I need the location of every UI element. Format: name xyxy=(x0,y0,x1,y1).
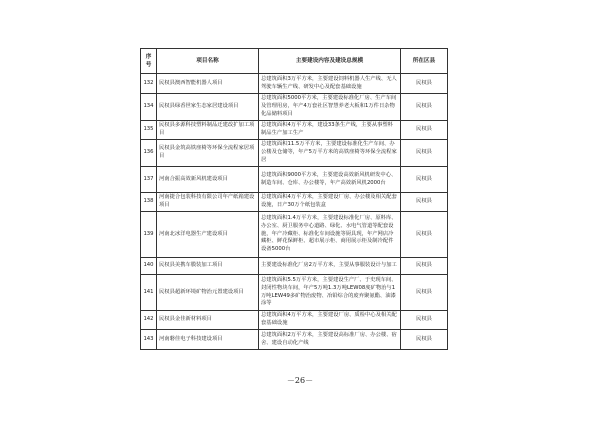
table-row xyxy=(141,193,448,212)
project-description: 总建筑面积5000平方米，主要建设标准化厂房、生产车间及管理用房，年产4万套社区智慧养老大板和1万件日杂物化品储料项目 xyxy=(259,94,401,121)
project-name: 民权县金佳新材料项目 xyxy=(157,311,259,330)
row-number: 134 xyxy=(141,94,157,121)
header-name: 项目名称 xyxy=(157,49,259,74)
row-number: 137 xyxy=(141,167,157,193)
header-area: 所在区县 xyxy=(401,49,448,74)
row-number: 143 xyxy=(141,330,157,350)
project-description: 总建筑面积4万平方米，主要建设厂房、质检中心及相关配套基础设施 xyxy=(259,311,401,330)
project-description: 总建筑面积5.5万平方米，主要建设生产厂、于史现车间、封闭性物块车间，年产5万吨1.3万吨LEW08度矿物治与1万吨LEW49多矿物治废物、冶铅综合的废弃聚氨酯、油漆涂等 xyxy=(259,275,401,311)
project-area: 民权县 xyxy=(401,121,448,140)
header-desc: 主要建设内容及建设总规模 xyxy=(259,49,401,74)
row-number: 136 xyxy=(141,140,157,167)
project-description: 总建筑面积1.4万平方米，主要建设标准化厂房、原料库、办公室、厨卫服务中心道路、绿化、水电气管道等配套设施，年产冷藏柜、标准化车间设施等厨具现，年产网店冷藏柜、鲜花保鲜柜、超市展示柜、商用展示柜及制冷配件设备5000台 xyxy=(259,212,401,258)
project-name: 民权县澳西智能机器人项目 xyxy=(157,74,259,94)
row-number: 141 xyxy=(141,275,157,311)
project-description: 主要建设标准化厂房2万平方米，主要从事服装设计与加工 xyxy=(259,258,401,275)
project-table xyxy=(140,48,448,350)
table-row xyxy=(141,275,448,311)
project-description: 总建筑面积2万平方米，主要建设高标准厂房、办公楼、宿舍、建设自动化产线 xyxy=(259,330,401,350)
table-body xyxy=(141,74,448,350)
project-name: 民权县多源科技塑料制品迁建改扩加工项目 xyxy=(157,121,259,140)
project-description: 总建筑面积3万平方米，主要建设饲料机器人生产线、无人驾驶车辆生产线、研发中心及配套基础设施 xyxy=(259,74,401,94)
page-number: －26－ xyxy=(286,376,314,385)
table-row xyxy=(141,212,448,258)
project-area: 民权县 xyxy=(401,167,448,193)
project-description: 总建筑面积4万平方米，主要建设厂房、办公楼及相关配套设施，日产30万个纸包装盒 xyxy=(259,193,401,212)
row-number: 139 xyxy=(141,212,157,258)
table-header xyxy=(141,49,448,74)
project-name: 民权县金筑高铁座椅等环保全流程家居项目 xyxy=(157,140,259,167)
project-name: 河南磐佳电子科技建设项目 xyxy=(157,330,259,350)
project-name: 民权县超新环境矿物治元置建设项目 xyxy=(157,275,259,311)
project-name: 河南北冰洋电器生产建设项目 xyxy=(157,212,259,258)
table-row xyxy=(141,330,448,350)
table-row xyxy=(141,311,448,330)
project-name: 河南合振高效新风机建设项目 xyxy=(157,167,259,193)
project-description: 总建筑面积9000平方米，主要建设高效新风机研发中心、制造车间、仓库、办公楼等，年产高效新风机2000台 xyxy=(259,167,401,193)
row-number: 142 xyxy=(141,311,157,330)
project-description: 总建筑面积4万平方米，建设33条生产线，主要从事塑料制品生产加工生产 xyxy=(259,121,401,140)
header-no: 序号 xyxy=(141,49,157,74)
project-area: 民权县 xyxy=(401,311,448,330)
project-area: 民权县 xyxy=(401,74,448,94)
project-area: 民权县 xyxy=(401,94,448,121)
row-number: 138 xyxy=(141,193,157,212)
project-area: 民权县 xyxy=(401,193,448,212)
project-area: 民权县 xyxy=(401,258,448,275)
row-number: 135 xyxy=(141,121,157,140)
project-name: 民权县美携车膜装加工项目 xyxy=(157,258,259,275)
project-area: 民权县 xyxy=(401,212,448,258)
row-number: 140 xyxy=(141,258,157,275)
project-area: 民权县 xyxy=(401,140,448,167)
table-row xyxy=(141,94,448,121)
project-area: 民权县 xyxy=(401,330,448,350)
table-row xyxy=(141,167,448,193)
table-row xyxy=(141,74,448,94)
row-number: 132 xyxy=(141,74,157,94)
table-row xyxy=(141,121,448,140)
project-area: 民权县 xyxy=(401,275,448,311)
project-description: 总建筑面积11.5万平方米，主要建设标准化生产车间、办公楼及仓储等，年产5万平方米的高铁座椅等环保全流程家居 xyxy=(259,140,401,167)
table-row xyxy=(141,140,448,167)
project-name: 民权县绿香世家生态家居建设项目 xyxy=(157,94,259,121)
table-row xyxy=(141,258,448,275)
project-name: 河南捷合包装科技有限公司年产纸箱建设项目 xyxy=(157,193,259,212)
